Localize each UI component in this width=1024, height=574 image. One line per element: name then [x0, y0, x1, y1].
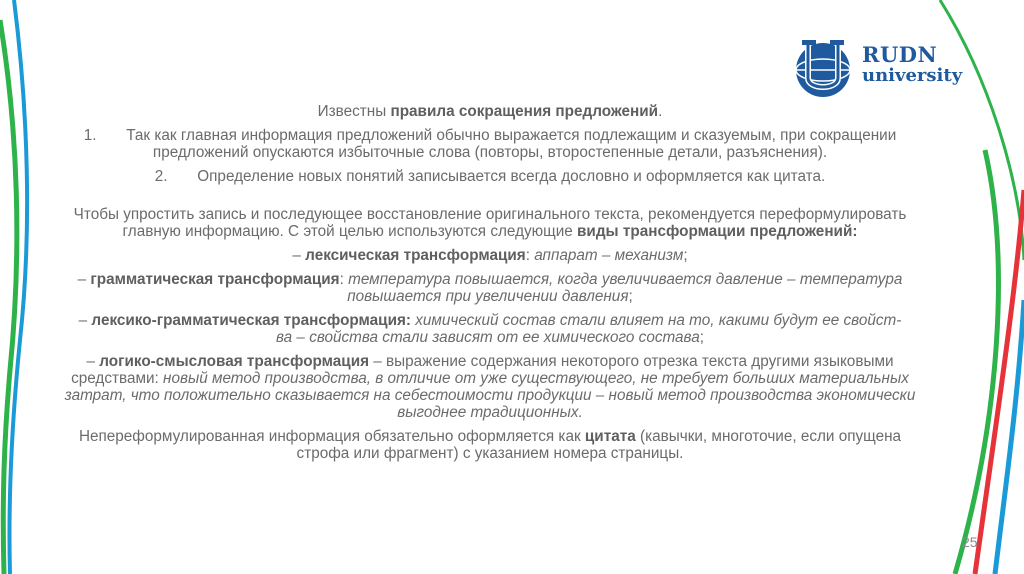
lexical-transformation	[60, 247, 920, 264]
colon: :	[525, 247, 535, 264]
rule-1-number: 1.	[83, 127, 97, 144]
logical-transformation	[60, 353, 920, 421]
citation-paragraph	[60, 428, 920, 462]
logo-text	[862, 44, 962, 85]
intro-end: .	[658, 103, 663, 120]
lexical-example: аппарат – механизм	[534, 247, 684, 264]
lexgram-example-1: химический состав стали влияет на то, какими будут ее свойст-	[411, 312, 902, 329]
lexgram-label: лексико-грамматическая трансформация:	[91, 312, 411, 329]
lexgram-transformation	[60, 312, 920, 346]
citation-end: (кавычки, многоточие, если опущена строфа или фрагмент) с указанием номера страницы.	[296, 428, 902, 462]
rule-2-text: Определение новых понятий записывается всегда дословно и оформляется как цитата.	[197, 168, 826, 185]
transform-intro-bold: виды трансформации предложений:	[577, 223, 858, 240]
page-number: 25	[962, 534, 978, 550]
logical-text: – выражение содержания некоторого отрезка текста другими языковыми средствами:	[71, 353, 894, 387]
logical-example: новый метод производства, в отличие от уже существующего, не требует больших материальных затрат, что положительно сказывается на себестоимости продукции – новый метод производства экономически выгоднее традиционных.	[64, 370, 916, 421]
slide-body	[60, 103, 920, 469]
rule-2	[60, 168, 920, 185]
right-green-swoosh-2	[955, 150, 998, 574]
transform-intro-text: Чтобы упростить запись и последующее восстановление оригинального текста, рекомендуется переформулировать главную информацию. С этой целью используются следующие	[73, 206, 907, 240]
end: ;	[683, 247, 688, 264]
logo-line2: university	[862, 65, 963, 86]
dash: –	[292, 247, 306, 264]
dash: –	[77, 271, 91, 288]
rule-1	[60, 127, 920, 161]
rule-1-text: Так как главная информация предложений обычно выражается подлежащим и сказуемым, при сокращении предложений опускаются избыточные слова (повторы, второстепенные детали, разъяснения).	[126, 127, 897, 161]
lexgram-example-2: ва – свойства стали зависят от ее химического состава	[276, 329, 700, 346]
dash: –	[86, 353, 100, 370]
colon: :	[339, 271, 349, 288]
citation-bold: цитата	[584, 428, 636, 445]
grammatical-label: грамматическая трансформация	[90, 271, 340, 288]
citation-text: Непереформулированная информация обязательно оформляется как	[78, 428, 585, 445]
grammatical-example: температура повышается, когда увеличивается давление – температура повышается при увеличении давления	[347, 271, 903, 305]
logo-line1: RUDN	[862, 42, 938, 67]
dash: –	[78, 312, 92, 329]
end: ;	[628, 288, 633, 305]
lexical-label: лексическая трансформация	[305, 247, 526, 264]
end: ;	[699, 329, 704, 346]
intro-text: Известны	[317, 103, 391, 120]
rule-2-number: 2.	[154, 168, 168, 185]
grammatical-transformation	[60, 271, 920, 305]
intro-bold: правила сокращения предложений	[390, 103, 659, 120]
logical-label: логико-смысловая трансформация	[99, 353, 370, 370]
transform-intro-paragraph	[60, 206, 920, 240]
intro-paragraph	[60, 103, 920, 120]
